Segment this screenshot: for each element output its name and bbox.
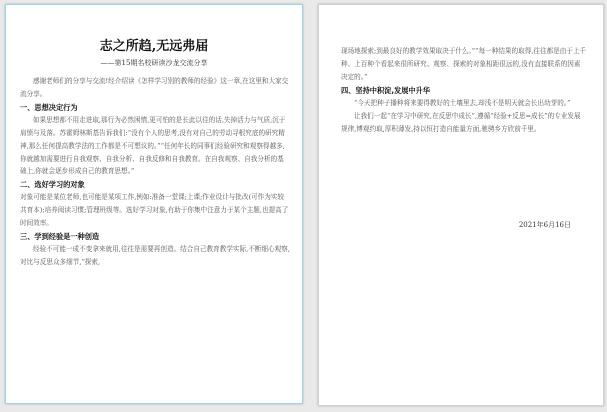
quote-paragraph: “今天把种子播种将来要得教好的土壤里去,却浅不是明天就会长出幼芽的。” — [354, 98, 571, 107]
section-heading-1: 一、思想决定行为 — [20, 102, 78, 112]
document-date: 2021年6月16日 — [518, 221, 571, 229]
intro-paragraph: 感谢老师们的分享与交流!经介绍读《怎样学习别的教师的经验》这一章,在这里和大家交流分享。 — [20, 77, 289, 98]
page-title: 志之所趋,无远弗届 — [99, 39, 209, 54]
document-page-right — [318, 4, 604, 406]
continued-paragraph: 现场地探索;到最良好的教学效果取决于什么。”“每一种结果的取得,往往都是由于上千种、上百种个看起来很所研究、观察、探索的对象相距很远的,没有直接联系的因素决定的。” — [341, 47, 587, 81]
document-page-left — [5, 4, 303, 404]
body-column-right — [341, 45, 587, 135]
closing-paragraph: 让我们一起“在学习中研究,在反思中成长”,遵循“经验+反思=成长”的专业发展规律,博观约取,厚积薄发,持以恒打造自能量方面,驰骋乡方欣前千里。 — [341, 111, 581, 133]
page-subtitle: ——第15期名校研读沙龙交流分享 — [100, 59, 208, 67]
section1-paragraph: 如果思想都不用走进取,那行为必然困惰,更可怕的是长此以往的话,失掉活力与气质,沉于肩愤与及落。苏霍姆林斯基告诉我们:“没有个人的思考,没有对自己的劳动寻根究底的研究精神,那么任何提高教学法的工作都是不可想议的。”“任何年长的同事们经验研究和观察得越多,你就越加需要进行自我观察、自我分析、自我反修和自我教育。在自我观察、自我分析的基础上,你就会逐步形成自己的教育思想。” — [20, 115, 286, 176]
section-heading-3: 三、学到经验是一种创造 — [20, 232, 100, 242]
section3-paragraph: 经验不可能一成不变拿来就用,往往是需要再创造。结合自己教育教学实际,不断细心观察,对比与反思众多细节,“探索, — [20, 245, 290, 266]
section-heading-2: 二、选好学习的对象 — [20, 180, 85, 190]
section-heading-4: 四、坚持中积淀,发展中升华 — [341, 85, 430, 95]
body-column-left — [20, 75, 290, 269]
section2-paragraph: 对象可能是某位老师,也可能是某项工作,例如:准备一堂课;上课;作业设计与批改(可作为实较共育本);培养阅读习惯;管理班级等。选好学习对象,有助于你集中注意力于某个主题,也提高了时间效率。 — [20, 193, 289, 228]
